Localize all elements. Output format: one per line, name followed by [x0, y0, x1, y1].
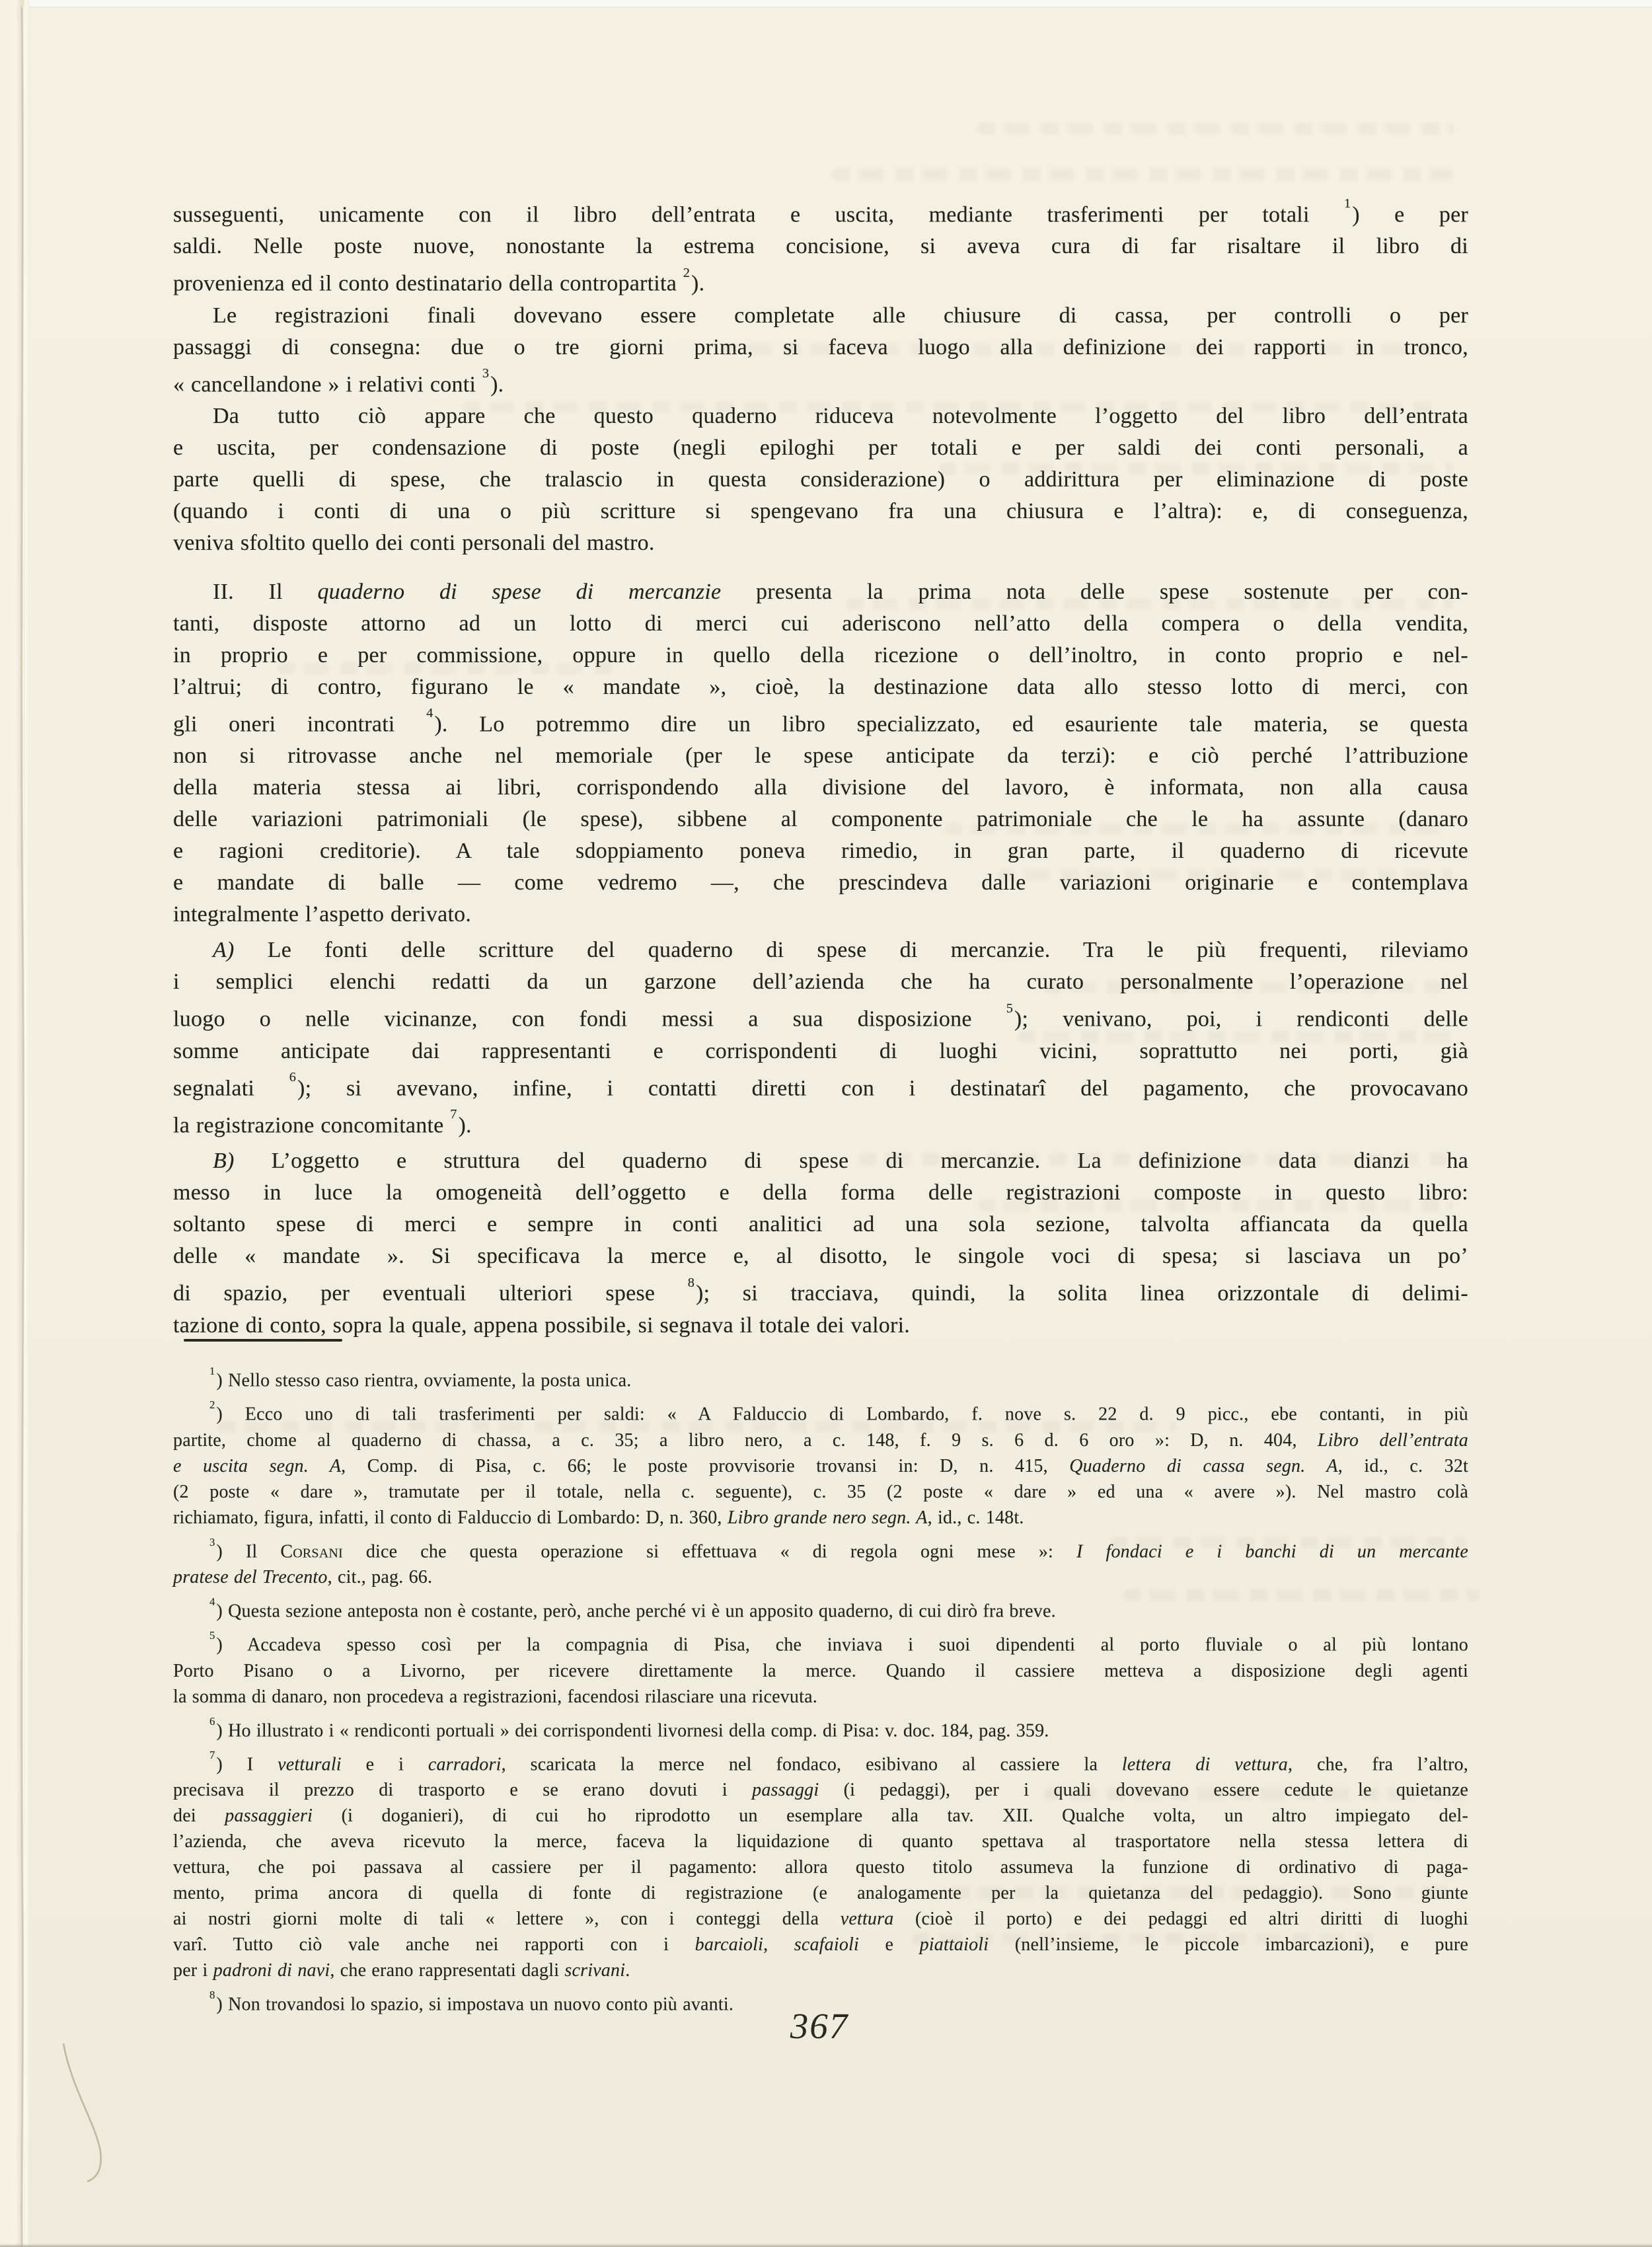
- show-through-artifact: [978, 122, 1454, 134]
- text-line: susseguenti, unicamente con il libro dell’entrata e uscita, mediante trasferimenti per totali $^1$) e per: [173, 196, 1469, 227]
- footnote: [173, 1363, 1468, 1393]
- text-line: tazione di conto, sopra la quale, appena possibile, si segnava il totale dei valori.: [173, 1313, 911, 1338]
- text-line: per i padroni di navi, che erano rappresentati dagli scrivani.: [173, 1960, 630, 1981]
- page-number: 367: [790, 2006, 849, 2046]
- footnote: [173, 1396, 1468, 1530]
- footnote-reference: 4: [426, 706, 433, 721]
- footnote-reference: 2: [209, 1398, 215, 1412]
- footnote-reference: 2: [683, 265, 690, 280]
- text-line: Le registrazioni finali dovevano essere completate alle chiusure di cassa, per controlli o per: [213, 303, 1468, 328]
- text-line: « cancellandone » i relativi conti $^3$).: [173, 366, 504, 397]
- paragraph: [173, 300, 1468, 400]
- footnote-reference: 8: [209, 1989, 215, 2002]
- text-line: $^1$) Nello stesso caso rientra, ovviamente, la posta unica.: [209, 1364, 632, 1391]
- text-line: soltanto spese di merci e sempre in conti analitici ad una sola sezione, talvolta affiancata da quella: [173, 1212, 1468, 1237]
- text-line: l’azienda, che aveva ricevuto la merce, faceva la liquidazione di quanto spettava al trasportatore nella stessa lettera di: [173, 1831, 1468, 1852]
- text-line: parte quelli di spese, che tralascio in questa considerazione) o addirittura per eliminazione di poste: [173, 467, 1468, 492]
- text-line: delle variazioni patrimoniali (le spese), sibbene al componente patrimoniale che le ha assunte (danaro: [173, 807, 1468, 832]
- text-line: varî. Tutto ciò vale anche nei rapporti con i barcaioli, scafaioli e piattaioli (nell’insieme, le piccole imbarcazioni), e pure: [173, 1934, 1469, 1956]
- paragraph: [173, 400, 1468, 559]
- text-line: provenienza ed il conto destinatario della contropartita $^2$).: [173, 265, 705, 296]
- text-line: e uscita segn. A, Comp. di Pisa, c. 66; le poste provvisorie trovansi in: D, n. 415, Quaderno di cassa segn. A, id., c. 32t: [173, 1455, 1469, 1476]
- footnote-reference: 7: [209, 1748, 215, 1761]
- text-line: la somma di danaro, non procedeva a registrazioni, facendosi rilasciare una ricevuta.: [173, 1686, 817, 1707]
- text-line: pratese del Trecento, cit., pag. 66.: [173, 1566, 433, 1587]
- main-text: [173, 194, 1468, 1342]
- footnote: [173, 1713, 1468, 1743]
- text-line: e mandate di balle — come vedremo —, che prescindeva dalle variazioni originarie e contemplava: [173, 870, 1468, 895]
- text-line: $^4$) Questa sezione anteposta non è costante, però, anche perché vi è un apposito quaderno, di cui dirò fra breve.: [209, 1595, 1056, 1622]
- text-line: luogo o nelle vicinanze, con fondi messi a sua disposizione $^5$); venivano, poi, i rendiconti delle: [173, 1001, 1468, 1032]
- text-line: non si ritrovasse anche nel memoriale (per le spese anticipate da terzi): e ciò perché l’attribuzione: [173, 743, 1468, 769]
- text-line: di spazio, per eventuali ulteriori spese $^8$); si tracciava, quindi, la solita linea orizzontale di delimi-: [173, 1275, 1469, 1306]
- paragraph: [173, 576, 1468, 931]
- text-line: saldi. Nelle poste nuove, nonostante la estrema concisione, si aveva cura di far risaltare il libro di: [173, 234, 1468, 259]
- footnote-reference: 1: [1344, 196, 1351, 211]
- text-line: partite, chome al quaderno di chassa, a c. 35; a libro nero, a c. 148, f. 9 s. 6 d. 6 oro »: D, n. 404, Libro dell’entrata: [173, 1429, 1468, 1451]
- page-bottom-edge: [0, 2244, 1652, 2247]
- text-line: delle « mandate ». Si specificava la merce e, al disotto, le singole voci di spesa; si lasciava un po’: [173, 1244, 1468, 1269]
- show-through-artifact: [833, 169, 1454, 180]
- text-line: $^8$) Non trovandosi lo spazio, si impostava un nuovo conto più avanti.: [209, 1989, 734, 2015]
- page-left-deckle-edge: [0, 0, 29, 2247]
- text-line: Porto Pisano o a Livorno, per ricevere direttamente la merce. Quando il cassiere metteva a disposizione degli agenti: [173, 1660, 1468, 1681]
- text-line: dei passaggieri (i doganieri), di cui ho riprodotto un esemplare alla tav. XII. Qualche volta, un altro impiegato del-: [173, 1806, 1468, 1827]
- footnote-reference: 4: [209, 1595, 215, 1608]
- paragraph: [173, 194, 1468, 300]
- footnote-reference: 6: [209, 1714, 215, 1728]
- text-line: (quando i conti di una o più scritture si spengevano fra una chiusura e l’altra): e, di conseguenza,: [173, 498, 1468, 523]
- text-line: passaggi di consegna: due o tre giorni prima, si faceva luogo alla definizione dei rapporti in tronco,: [173, 334, 1468, 360]
- text-line: mento, prima ancora di quella di fonte di registrazione (e analogamente per la quietanza del pedaggio). Sono giunte: [173, 1883, 1468, 1904]
- text-line: l’altrui; di contro, figurano le « mandate », cioè, la destinazione data allo stesso lotto di merci, con: [173, 674, 1468, 699]
- footnote-reference: 7: [450, 1107, 457, 1122]
- footnote: [173, 1534, 1468, 1590]
- text-line: in proprio e per commissione, oppure in quello della ricezione o dell’inoltro, in conto proprio e nel-: [173, 642, 1468, 667]
- text-line: A) Le fonti delle scritture del quaderno di spese di mercanzie. Tra le più frequenti, rileviamo: [213, 938, 1468, 963]
- text-line: B) L’oggetto e struttura del quaderno di spese di mercanzie. La definizione data dianzi ha: [213, 1149, 1468, 1174]
- text-line: $^2$) Ecco uno di tali trasferimenti per saldi: « A Falduccio di Lombardo, f. nove s. 22 d. 9 picc., ebe contanti, in più: [209, 1398, 1468, 1425]
- text-line: e uscita, per condensazione di poste (negli epiloghi per totali e per saldi dei conti personali, a: [173, 435, 1468, 460]
- footnote-reference: 5: [209, 1629, 215, 1642]
- paragraph: [173, 934, 1468, 1141]
- footnote: [173, 1627, 1468, 1709]
- footnote: [173, 1747, 1468, 1983]
- text-line: somme anticipate dai rappresentanti e corrispondenti di luoghi vicini, soprattutto nei porti, già: [173, 1038, 1468, 1063]
- text-line: (2 poste « dare », tramutate per il totale, nella c. seguente), c. 35 (2 poste « dare » ed una « avere »). Nel mastro colà: [173, 1481, 1468, 1502]
- footnote-reference: 8: [687, 1275, 695, 1290]
- text-line: tanti, disposte attorno ad un lotto di merci cui aderiscono nell’atto della compera o della vendita,: [173, 611, 1468, 636]
- text-line: $^7$) I vetturali e i carradori, scaricata la merce nel fondaco, esibivano al cassiere la lettera di vettura, che, fra l’altro,: [209, 1748, 1469, 1775]
- footnote-reference: 3: [482, 366, 490, 381]
- footnote-reference: 1: [209, 1364, 215, 1377]
- text-line: $^5$) Accadeva spesso così per la compagnia di Pisa, che inviava i suoi dipendenti al porto fluviale o al più lontano: [209, 1629, 1468, 1656]
- text-line: II. Il quaderno di spese di mercanzie presenta la prima nota delle spese sostenute per con-: [213, 579, 1468, 604]
- text-line: integralmente l’aspetto derivato.: [173, 902, 472, 927]
- paragraph: [173, 1145, 1468, 1341]
- text-line: richiamato, figura, infatti, il conto di Falduccio di Lombardo: D, n. 360, Libro grande nero segn. A, id., c. 148t.: [173, 1507, 1024, 1528]
- text-line: precisava il prezzo di trasporto e se erano dovuti i passaggi (i pedaggi), per i quali dovevano essere cedute le quietanze: [173, 1780, 1469, 1801]
- text-line: vettura, che poi passava al cassiere per il pagamento: allora questo titolo assumeva la funzione di ordinativo di paga-: [173, 1857, 1468, 1878]
- text-line: veniva sfoltito quello dei conti personali del mastro.: [173, 530, 655, 555]
- text-line: la registrazione concomitante $^7$).: [173, 1107, 472, 1138]
- text-line: $^6$) Ho illustrato i « rendiconti portuali » dei corrispondenti livornesi della comp. di Pisa: v. doc. 184, pag. 359.: [209, 1714, 1049, 1741]
- text-line: Da tutto ciò appare che questo quaderno riduceva notevolmente l’oggetto del libro dell’entrata: [213, 403, 1468, 428]
- text-line: ai nostri giorni molte di tali « lettere », con i conteggi della vettura (cioè il porto) e dei pedaggi ed altri diritti di luoghi: [173, 1909, 1468, 1930]
- footnotes: [173, 1363, 1468, 2018]
- footnote: [173, 1593, 1468, 1624]
- footnote-separator-rule: [184, 1339, 342, 1342]
- text-line: della materia stessa ai libri, corrispondendo alla divisione del lavoro, è informata, non alla causa: [173, 775, 1468, 800]
- text-line: gli oneri incontrati $^4$). Lo potremmo dire un libro specializzato, ed esauriente tale materia, se questa: [173, 706, 1468, 737]
- footnote-reference: 5: [1006, 1001, 1013, 1016]
- text-line: e ragioni creditorie). A tale sdoppiamento poneva rimedio, in gran parte, il quaderno di ricevute: [173, 839, 1468, 864]
- text-line: $^3$) Il Corsani dice che questa operazione si effettuava « di regola ogni mese »: I fondaci e i banchi di un mercante: [209, 1535, 1468, 1562]
- footnote-reference: 6: [289, 1070, 296, 1085]
- text-line: i semplici elenchi redatti da un garzone dell’azienda che ha curato personalmente l’operazione nel: [173, 970, 1468, 995]
- text-line: segnalati $^6$); si avevano, infine, i contatti diretti con i destinatarî del pagamento, che provocavano: [173, 1070, 1469, 1100]
- footnote-reference: 3: [209, 1535, 215, 1548]
- text-line: messo in luce la omogeneità dell’oggetto e della forma delle registrazioni composte in questo libro:: [173, 1180, 1468, 1205]
- scanner-edge-top: [0, 0, 1652, 7]
